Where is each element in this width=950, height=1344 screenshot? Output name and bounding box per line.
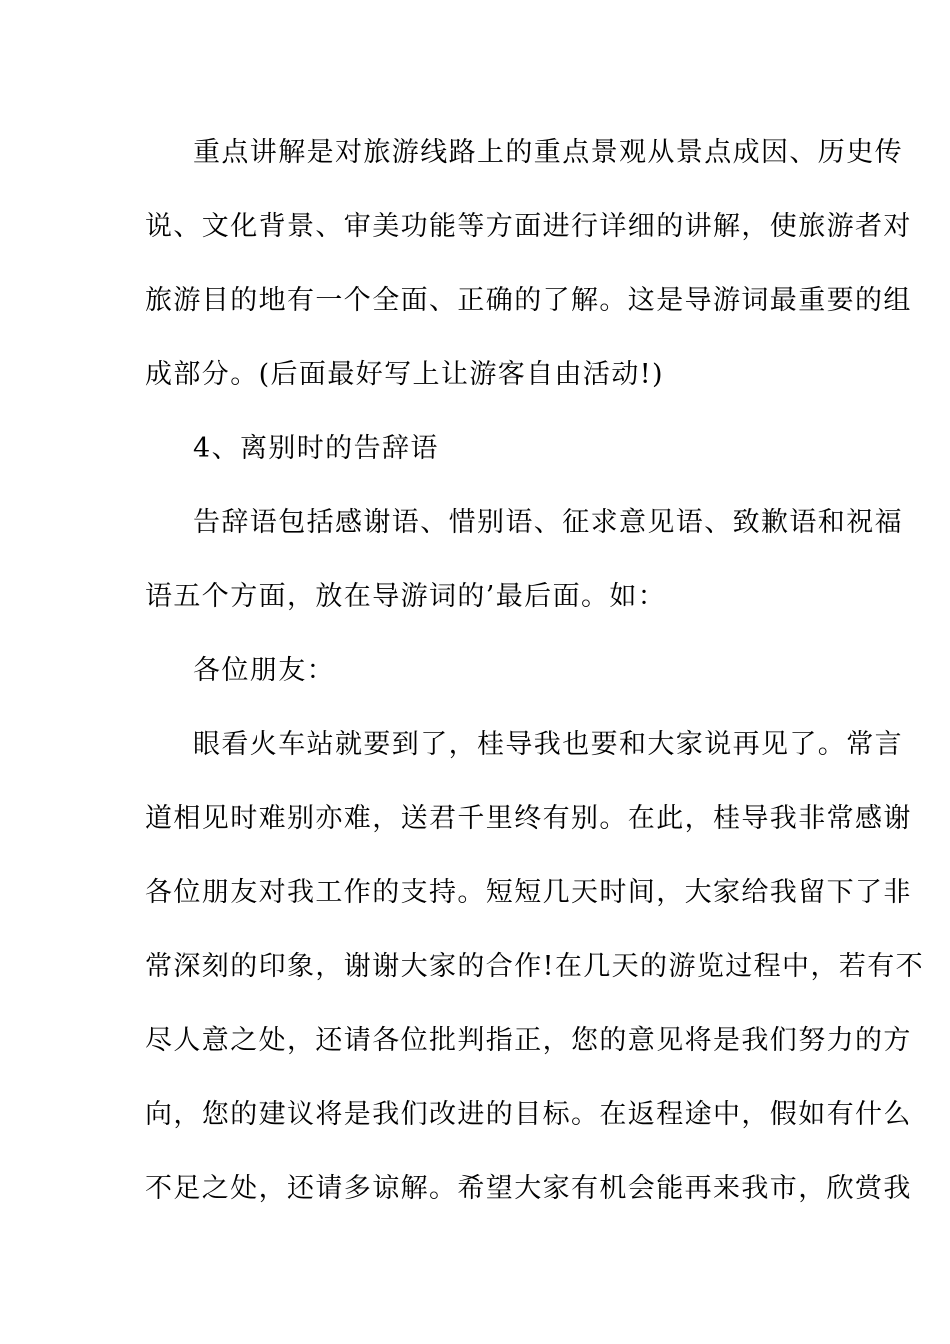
paragraph-line: 语五个方面，放在导游词的’最后面。如： bbox=[145, 581, 667, 612]
paragraph-line: 道相见时难别亦难，送君千里终有别。在此，桂导我非常感谢 bbox=[145, 803, 912, 834]
paragraph-line: 常深刻的印象，谢谢大家的合作!在几天的游览过程中，若有不 bbox=[145, 951, 925, 982]
paragraph-line: 重点讲解是对旅游线路上的重点景观从景点成因、历史传 bbox=[193, 137, 903, 168]
section-heading: 4、离别时的告辞语 bbox=[193, 433, 439, 464]
paragraph-line: 说、文化背景、审美功能等方面进行详细的讲解，使旅游者对 bbox=[145, 211, 912, 242]
paragraph-line: 尽人意之处，还请各位批判指正，您的意见将是我们努力的方 bbox=[145, 1025, 912, 1056]
paragraph-line: 旅游目的地有一个全面、正确的了解。这是导游词最重要的组 bbox=[145, 285, 912, 316]
paragraph-line: 告辞语包括感谢语、惜别语、征求意见语、致歉语和祝福 bbox=[193, 507, 903, 538]
salutation: 各位朋友： bbox=[193, 655, 335, 686]
paragraph-line: 眼看火车站就要到了，桂导我也要和大家说再见了。常言 bbox=[193, 729, 903, 760]
paragraph-line: 向，您的建议将是我们改进的目标。在返程途中，假如有什么 bbox=[145, 1099, 912, 1130]
paragraph-line: 成部分。(后面最好写上让游客自由活动!) bbox=[145, 359, 664, 390]
paragraph-line: 各位朋友对我工作的支持。短短几天时间，大家给我留下了非 bbox=[145, 877, 912, 908]
paragraph-line: 不足之处，还请多谅解。希望大家有机会能再来我市，欣赏我 bbox=[145, 1173, 912, 1204]
